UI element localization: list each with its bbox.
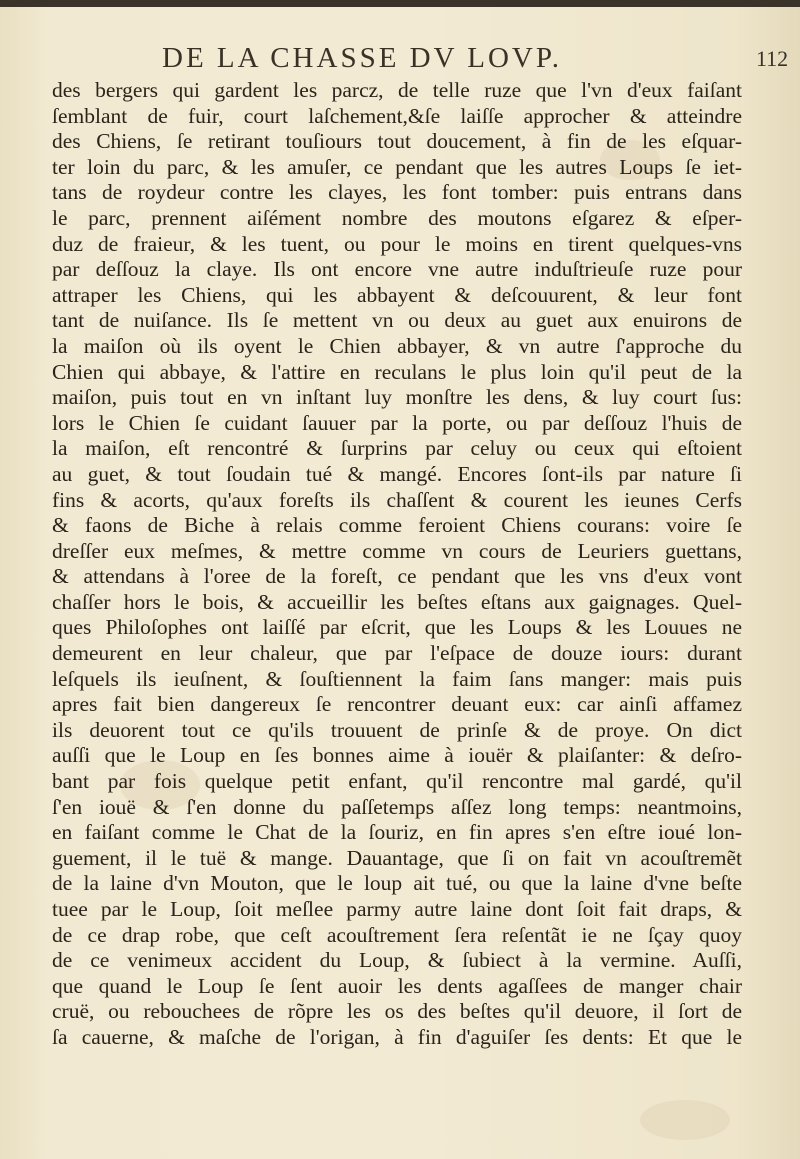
- text-line: ques Philoſophes ont laiſſé par eſcrit, que les Loups & les Louues ne: [52, 615, 742, 640]
- text-line: au guet, & tout ſoudain tué & mangé. Encores ſont-ils par nature ſi: [52, 461, 742, 486]
- text-line: tant de nuiſance. Ils ſe mettent vn ou deux au guet aux enuirons de: [52, 308, 742, 333]
- text-line: demeurent en leur chaleur, que par l'eſpace de douze iours: durant: [52, 641, 742, 666]
- text-line: ſa cauerne, & maſche de l'origan, à fin d'aguiſer ſes dents: Et que le: [52, 1024, 742, 1049]
- text-line: ils deuorent tout ce qu'ils trouuent de prinſe & de proye. On dict: [52, 717, 742, 742]
- text-line: la maiſon, eſt rencontré & ſurprins par celuy ou ceux qui eſtoient: [52, 436, 742, 461]
- text-line: maiſon, puis tout en vn inſtant luy monſtre les dens, & luy court ſus:: [52, 385, 742, 410]
- text-line: fins & acorts, qu'aux foreſts ils chaſſent & courent les ieunes Cerfs: [52, 487, 742, 512]
- text-line: des bergers qui gardent les parcz, de telle ruze que l'vn d'eux faiſant: [52, 78, 742, 102]
- text-line: auſſi que le Loup en ſes bonnes aime à iouër & plaiſanter: & deſro-: [52, 743, 742, 768]
- text-line: & attendans à l'oree de la foreſt, ce pendant que les vns d'eux vont: [52, 564, 742, 589]
- text-line: ſ'en iouë & ſ'en donne du paſſetemps aſſez long temps: neantmoins,: [52, 794, 742, 819]
- text-line: de ce venimeux accident du Loup, & ſubiect à la vermine. Auſſi,: [52, 948, 742, 973]
- text-line: la maiſon où ils oyent le Chien abbayer, & vn autre ſ'approche du: [52, 333, 742, 358]
- text-line: attraper les Chiens, qui les abbayent & deſcouurent, & leur font: [52, 282, 742, 307]
- page-number: 112: [756, 46, 789, 71]
- text-line: de la laine d'vn Mouton, que le loup ait tué, ou que la laine d'vne beſte: [52, 871, 742, 896]
- running-head: DE LA CHASSE DV LOVP.: [162, 42, 563, 74]
- text-line: cruë, ou rebouchees de rõpre les os des beſtes qu'il deuore, il ſort de: [52, 999, 742, 1024]
- text-line: tuee par le Loup, ſoit meſlee parmy autre laine dont ſoit fait draps, &: [52, 897, 742, 921]
- text-line: lors le Chien ſe cuidant ſauuer par la porte, ou par deſſouz l'huis de: [52, 410, 742, 435]
- text-line: apres fait bien dangereux ſe rencontrer deuant eux: car ainſi affamez: [52, 692, 742, 717]
- text-line: & faons de Biche à relais comme feroient Chiens courans: voire ſe: [52, 513, 742, 538]
- page-top-edge: [0, 0, 800, 7]
- text-line: le parc, prennent aiſément nombre des moutons eſgarez & eſper-: [52, 205, 742, 230]
- body-text: [52, 78, 742, 1051]
- text-line: par deſſouz la claye. Ils ont encore vne autre induſtrieuſe ruze pour: [52, 257, 742, 282]
- text-line: duz de fraieur, & les tuent, ou pour le moins en tirent quelques-vns: [52, 231, 742, 256]
- text-line: ter loin du parc, & les amuſer, ce pendant que les autres Loups ſe iet-: [52, 154, 742, 179]
- text-line: leſquels ils ieuſnent, & ſouſtiennent la faim ſans manger: mais puis: [52, 666, 742, 691]
- paper-stain: [640, 1100, 730, 1140]
- text-line: dreſſer eux meſmes, & mettre comme vn cours de Leuriers guettans,: [52, 538, 742, 563]
- text-line: bant par fois quelque petit enfant, qu'il rencontre mal gardé, qu'il: [52, 769, 742, 794]
- text-line: en faiſant comme le Chat de la ſouriz, en fin apres s'en eſtre ioué lon-: [52, 820, 742, 845]
- text-line: Chien qui abbaye, & l'attire en reculans le plus loin qu'il peut de la: [52, 359, 742, 384]
- text-line: des Chiens, ſe retirant touſiours tout doucement, à fin de les eſquar-: [52, 129, 742, 154]
- text-line: chaſſer hors le bois, & accueillir les beſtes eſtans aux gaignages. Quel-: [52, 589, 742, 614]
- text-line: tans de roydeur contre les clayes, les font tomber: puis entrans dans: [52, 180, 742, 205]
- text-line: que quand le Loup ſe ſent auoir les dents agaſſees de manger chair: [52, 973, 742, 998]
- text-line: guement, il le tuë & mange. Dauantage, que ſi on fait vn acouſtremẽt: [52, 845, 742, 870]
- text-line: ſemblant de fuir, court laſchement,&ſe laiſſe approcher & atteindre: [52, 103, 742, 128]
- text-line: de ce drap robe, que ceſt acouſtrement ſera reſentãt ie ne ſçay quoy: [52, 922, 742, 947]
